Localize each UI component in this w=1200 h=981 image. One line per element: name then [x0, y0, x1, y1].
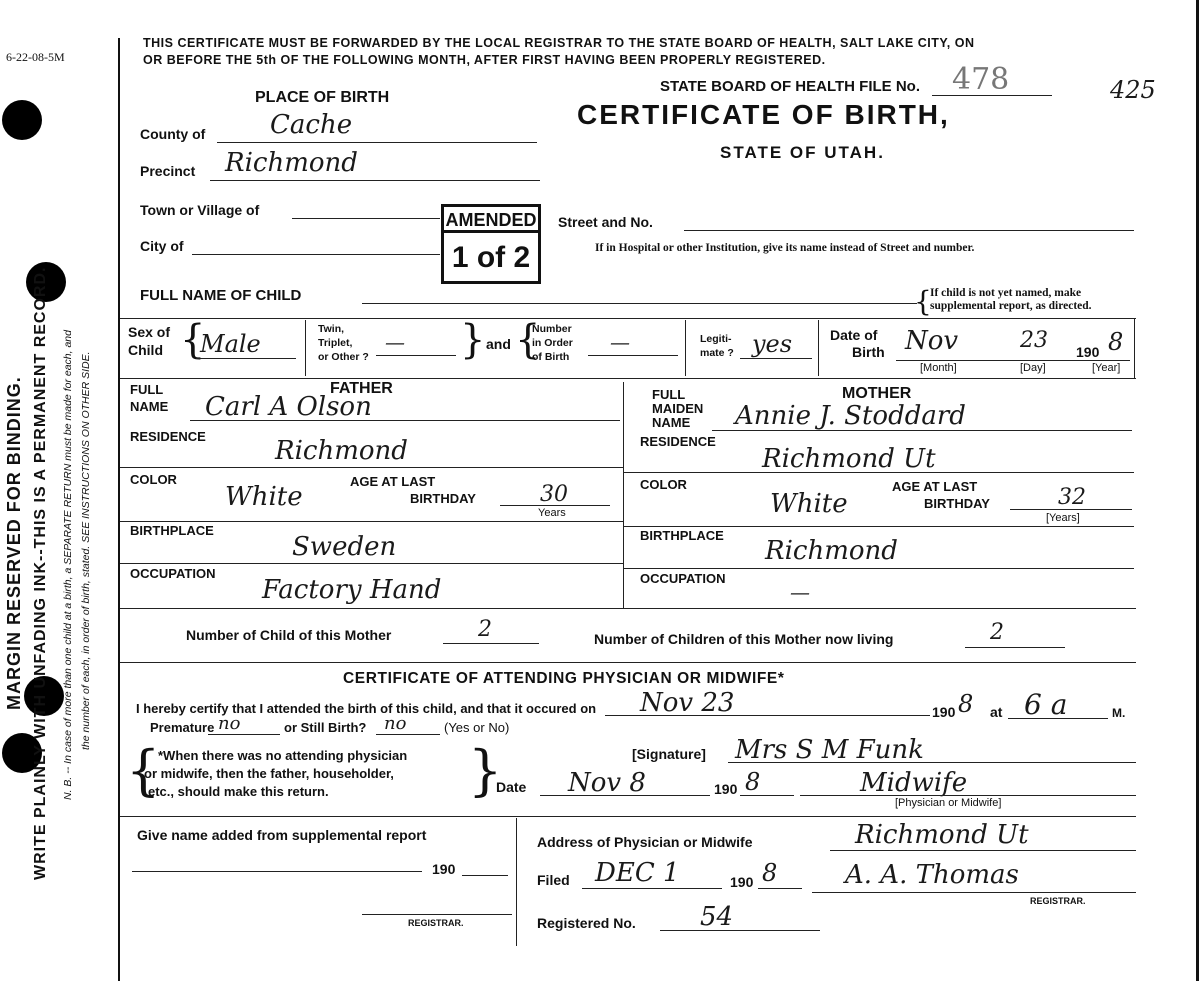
- mother-birthplace-label: BIRTHPLACE: [640, 528, 724, 543]
- mother-years-label: [Years]: [1046, 512, 1080, 524]
- registrar-signature: A. A. Thomas: [845, 860, 1019, 890]
- father-full-label: FULL: [130, 382, 164, 397]
- not-named-note1: If child is not yet named, make: [930, 287, 1082, 299]
- father-color: White: [225, 482, 303, 512]
- mother-heading: MOTHER: [842, 385, 912, 402]
- margin-nb-line2: the number of each, in order of birth, stated. SEE INSTRUCTIONS ON OTHER SIDE.: [80, 351, 92, 750]
- counts-bottom: [120, 662, 1136, 663]
- child-name-brace: {: [914, 285, 932, 318]
- father-birthplace-line: [120, 563, 623, 564]
- bottom-section-top: [120, 816, 1136, 817]
- stillbirth-line: [376, 734, 440, 735]
- legit-line: [740, 358, 812, 359]
- precinct-value: Richmond: [225, 148, 358, 178]
- father-residence: Richmond: [275, 436, 408, 466]
- yes-no-note: (Yes or No): [444, 720, 510, 735]
- mother-age-label1: AGE AT LAST: [892, 479, 978, 494]
- father-residence-label: RESIDENCE: [130, 429, 206, 444]
- filed-value: DEC 1: [595, 858, 680, 888]
- mother-name-line: [712, 430, 1132, 431]
- occurred-year-prefix: 190: [932, 704, 956, 720]
- signature-line: [728, 762, 1136, 763]
- twin-label3: or Other ?: [318, 351, 369, 363]
- file-number-line: [932, 95, 1052, 96]
- occurred-year-suffix: 8: [958, 690, 974, 718]
- certificate-title: CERTIFICATE OF BIRTH,: [577, 99, 950, 130]
- father-occupation: Factory Hand: [262, 575, 442, 605]
- father-birthplace: Sweden: [292, 532, 397, 562]
- supplemental-name-line: [132, 871, 422, 872]
- registered-label: Registered No.: [537, 915, 636, 931]
- cert-year-prefix: 190: [714, 781, 738, 797]
- address-line: [830, 850, 1136, 851]
- mother-full-label: FULL: [652, 387, 686, 402]
- father-heading: FATHER: [330, 380, 393, 397]
- physician-title: Midwife: [860, 768, 968, 798]
- father-age-label2: BIRTHDAY: [410, 491, 476, 506]
- father-name: Carl A Olson: [205, 392, 372, 422]
- child-row-right: [1134, 318, 1135, 378]
- mother-occupation-label: OCCUPATION: [640, 571, 726, 586]
- filed-year-line: [758, 888, 802, 889]
- filed-year-prefix: 190: [730, 874, 754, 890]
- dob-label2: Birth: [852, 344, 885, 360]
- dob-day-label: [Day]: [1020, 362, 1046, 374]
- form-number: 6-22-08-5M: [6, 50, 65, 64]
- signature-label: [Signature]: [632, 746, 706, 762]
- father-residence-line: [120, 467, 623, 468]
- sex-value: Male: [200, 330, 261, 358]
- cert-year-line: [740, 795, 794, 796]
- supplemental-registrar-line: [362, 914, 512, 915]
- filed-line: [582, 888, 722, 889]
- registered-line: [660, 930, 820, 931]
- order-label3: of Birth: [532, 351, 570, 363]
- margin-ink-text: WRITE PLAINLY WITH UNFADING INK--THIS IS A PERMANENT RECORD.: [32, 266, 49, 880]
- street-line: [684, 230, 1134, 231]
- twin-label1: Twin,: [318, 323, 345, 335]
- father-name-label: NAME: [130, 399, 169, 414]
- sex-label1: Sex of: [128, 324, 171, 340]
- dob-year-suffix: 8: [1108, 328, 1124, 356]
- order-value: —: [610, 330, 630, 354]
- mother-maiden-label: MAIDEN: [652, 401, 704, 416]
- mother-residence-label: RESIDENCE: [640, 434, 716, 449]
- father-age: 30: [540, 482, 568, 507]
- child-number-line: [443, 643, 539, 644]
- living-number: 2: [990, 620, 1004, 645]
- physician-heading: CERTIFICATE OF ATTENDING PHYSICIAN OR MIDWIFE*: [343, 670, 785, 687]
- parents-bottom: [120, 608, 1136, 609]
- registrar-label: REGISTRAR.: [1030, 896, 1086, 906]
- premature-value: no: [218, 713, 241, 734]
- child-number-label: Number of Child of this Mother: [186, 627, 392, 643]
- order-label2: in Order: [532, 337, 573, 349]
- supplemental-label: Give name added from supplemental report: [137, 827, 427, 843]
- filed-year-suffix: 8: [762, 859, 778, 887]
- child-name-label: FULL NAME OF CHILD: [140, 287, 302, 304]
- mother-residence-line: [623, 472, 1134, 473]
- address-label: Address of Physician or Midwife: [537, 834, 753, 850]
- amended-label: AMENDED: [444, 207, 538, 233]
- father-name-line: [190, 420, 620, 421]
- father-birthplace-label: BIRTHPLACE: [130, 523, 214, 538]
- town-line: [292, 218, 440, 219]
- binding-hole-top: [2, 100, 42, 140]
- place-heading: PLACE OF BIRTH: [255, 89, 390, 106]
- street-label: Street and No.: [558, 214, 653, 230]
- father-years-label: Years: [538, 507, 566, 519]
- cert-year-suffix: 8: [745, 768, 761, 796]
- corner-number: 425: [1110, 76, 1156, 104]
- cert-date-line: [540, 795, 710, 796]
- mother-name: Annie J. Stoddard: [735, 401, 966, 431]
- father-color-bottom: [120, 521, 623, 522]
- registered-value: 54: [700, 902, 734, 932]
- twin-value: —: [385, 330, 405, 354]
- city-label: City of: [140, 238, 184, 254]
- note-brace-left: {: [126, 739, 161, 802]
- father-age-label1: AGE AT LAST: [350, 474, 436, 489]
- twin-line: [376, 355, 456, 356]
- stillbirth-label: or Still Birth?: [284, 720, 367, 735]
- precinct-line: [210, 180, 540, 181]
- sex-brace: {: [180, 317, 206, 363]
- cert-date: Nov 8: [568, 768, 646, 798]
- living-label: Number of Children of this Mother now living: [594, 631, 894, 647]
- note-line3: etc., should make this return.: [148, 784, 329, 799]
- mother-birthplace-line: [623, 568, 1134, 569]
- order-line: [588, 355, 678, 356]
- supplemental-year-line: [462, 875, 508, 876]
- dob-line: [896, 360, 1130, 361]
- date-label: Date: [496, 779, 527, 795]
- note-line1: *When there was no attending physician: [158, 748, 408, 763]
- child-name-line: [362, 303, 917, 304]
- sex-line: [196, 358, 296, 359]
- mother-age: 32: [1058, 485, 1086, 510]
- dob-year-prefix: 190: [1076, 344, 1100, 360]
- twin-label2: Triplet,: [318, 337, 353, 349]
- child-number: 2: [478, 617, 492, 642]
- occurred-date: Nov 23: [640, 688, 735, 718]
- order-label1: Number: [532, 323, 572, 335]
- order-divider: [685, 320, 686, 376]
- hospital-note: If in Hospital or other Institution, give its name instead of Street and number.: [595, 242, 975, 254]
- sex-label2: Child: [128, 342, 163, 358]
- dob-month: Nov: [905, 326, 959, 356]
- dob-day: 23: [1020, 328, 1048, 353]
- dob-label1: Date of: [830, 327, 878, 343]
- not-named-note2: supplemental report, as directed.: [930, 300, 1092, 312]
- bottom-section-divider: [516, 818, 517, 946]
- city-line: [192, 254, 440, 255]
- parents-divider: [623, 382, 624, 608]
- premature-line: [208, 734, 280, 735]
- dob-month-label: [Month]: [920, 362, 957, 374]
- amended-count: 1 of 2: [451, 241, 531, 274]
- legit-value: yes: [752, 330, 793, 358]
- file-number: 478: [952, 62, 1010, 97]
- mother-age-line: [1010, 509, 1132, 510]
- certify-text: I hereby certify that I attended the birth of this child, and that it occured on: [136, 701, 597, 716]
- physician-title-label: [Physician or Midwife]: [895, 797, 1002, 809]
- registrar-line: [812, 892, 1136, 893]
- note-line2: or midwife, then the father, householder,: [144, 766, 394, 781]
- state-title: STATE OF UTAH.: [720, 143, 885, 162]
- twin-brace: }: [460, 317, 486, 363]
- note-brace-right: }: [468, 739, 503, 802]
- father-age-line: [500, 505, 610, 506]
- father-occupation-label: OCCUPATION: [130, 566, 216, 581]
- legit-label2: mate ?: [700, 347, 734, 359]
- father-color-label: COLOR: [130, 472, 177, 487]
- forward-instruction-line2: OR BEFORE THE 5th OF THE FOLLOWING MONTH, AFTER FIRST HAVING BEEN PROPERLY REGISTERED.: [143, 53, 826, 67]
- sex-divider: [305, 320, 306, 376]
- margin-nb-line1: N. B. -- In case of more than one child at a birth, a SEPARATE RETURN must be made for each, and: [62, 330, 74, 800]
- town-label: Town or Village of: [140, 202, 260, 218]
- forward-instruction-line1: THIS CERTIFICATE MUST BE FORWARDED BY THE LOCAL REGISTRAR TO THE STATE BOARD OF HEALTH, SALT LAKE CITY, ON: [143, 36, 975, 50]
- county-label: County of: [140, 126, 206, 142]
- order-brace: {: [515, 317, 541, 363]
- mother-name-label: NAME: [652, 415, 691, 430]
- at-label: at: [990, 704, 1003, 720]
- child-row-bottom: [120, 378, 1136, 379]
- mother-color-bottom: [623, 526, 1134, 527]
- signature: Mrs S M Funk: [735, 735, 924, 765]
- mother-birthplace: Richmond: [765, 536, 898, 566]
- amended-stamp: [441, 204, 541, 284]
- m-label: M.: [1112, 706, 1126, 720]
- filed-label: Filed: [537, 872, 570, 888]
- left-margin-rule: [118, 38, 120, 981]
- legit-divider: [818, 320, 819, 376]
- living-line: [965, 647, 1065, 648]
- mother-occupation: —: [790, 580, 810, 604]
- mother-age-label2: BIRTHDAY: [924, 496, 990, 511]
- county-line: [217, 142, 537, 143]
- address-value: Richmond Ut: [855, 820, 1029, 850]
- margin-binding-text: MARGIN RESERVED FOR BINDING.: [4, 376, 24, 710]
- time-line: [1008, 718, 1108, 719]
- birth-time: 6 a: [1024, 688, 1068, 721]
- right-border: [1196, 0, 1199, 981]
- file-number-label: STATE BOARD OF HEALTH FILE No.: [660, 78, 920, 95]
- legit-label1: Legiti-: [700, 333, 732, 345]
- child-row-top: [120, 318, 1136, 319]
- county-value: Cache: [270, 110, 353, 140]
- mother-residence: Richmond Ut: [762, 444, 936, 474]
- and-label: and: [486, 336, 511, 352]
- physician-title-line: [800, 795, 1136, 796]
- stillbirth-value: no: [384, 713, 407, 734]
- precinct-label: Precinct: [140, 163, 196, 179]
- occurred-line: [605, 715, 930, 716]
- dob-year-label: [Year]: [1092, 362, 1121, 374]
- supplemental-year: 190: [432, 861, 456, 877]
- supplemental-registrar: REGISTRAR.: [408, 918, 464, 928]
- mother-color-label: COLOR: [640, 477, 687, 492]
- premature-label: Premature: [150, 720, 215, 735]
- mother-color: White: [770, 489, 848, 519]
